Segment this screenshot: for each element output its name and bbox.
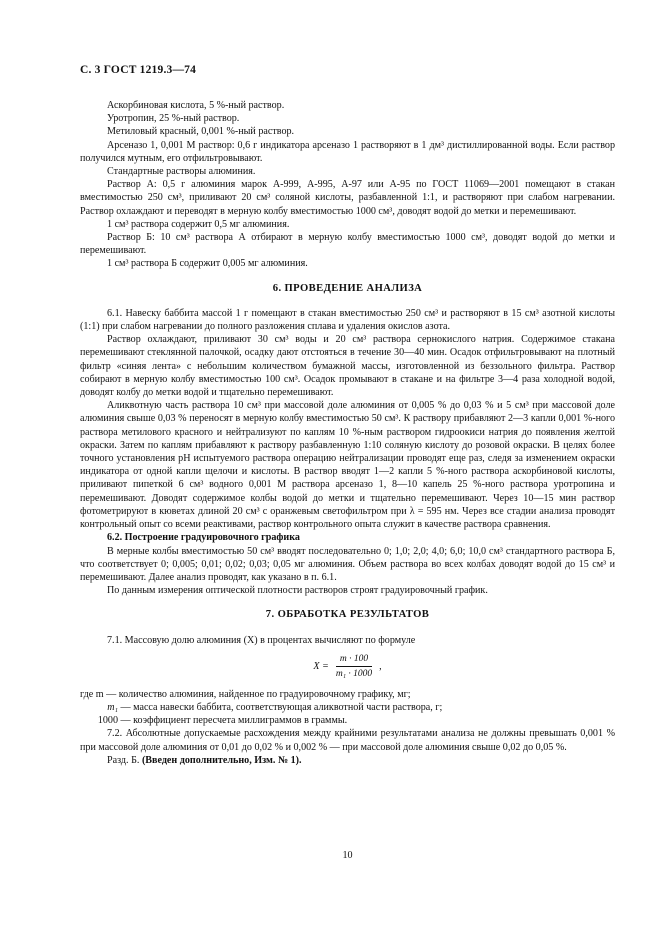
- document-body: [80, 99, 615, 767]
- solution-a: Раствор А: 0,5 г алюминия марок А-999, А-995, А-97 или А-95 по ГОСТ 11069—2001 помещают в стакан вместимостью 250 см³, приливают 20 см³ соляной кислоты, разбавленной 1:1, и растворяют при слабом нагревании. Раствор охлаждают и переводят в мерную колбу вместимостью 1000 см³, доводят водой до метки и перемешивают.: [80, 179, 615, 217]
- where-m-text: — количество алюминия, найденное по градуировочному графику, мг;: [106, 688, 411, 700]
- where-1000: [80, 714, 615, 727]
- razd-label: Разд. Б.: [107, 754, 140, 766]
- standard-solutions-title: Стандартные растворы алюминия.: [107, 166, 256, 178]
- solution-a-content: 1 см³ раствора содержит 0,5 мг алюминия.: [107, 218, 290, 230]
- reagent-ascorbic: Аскорбиновая кислота, 5 %-ный раствор.: [107, 100, 285, 111]
- solution-b: Раствор Б: 10 см³ раствора А отбирают в мерную колбу вместимостью 1000 см³, доводят водой до метки и перемешивают.: [80, 232, 615, 257]
- reagent-methyl-red: Метиловый красный, 0,001 %-ный раствор.: [107, 126, 295, 138]
- reagent-urotropin: Уротропин, 25 %-ный раствор.: [107, 113, 240, 125]
- section-6-title: 6. ПРОВЕДЕНИЕ АНАЛИЗА: [272, 282, 423, 294]
- paragraph-6-2: В мерные колбы вместимостью 50 см³ вводят последовательно 0; 1,0; 2,0; 4,0; 6,0; 10,0 см³ стандартного раствора Б, что соответствует 0; 0,005; 0,01; 0,02; 0,03; 0,05 мг алюминия. Объем раствора во всех колбах доводят водой до 15 см³ и перемешивают. Далее анализ проводят, как указано в п. 6.1.: [80, 545, 615, 583]
- paragraph-6-1-b: Раствор охлаждают, приливают 30 см³ воды и 20 см³ раствора сернокислого натрия. Содержимое стакана перемешивают стеклянной палочкой, осадку дают отстояться в течение 30—40 мин. Осадок отфильтровывают на плотный фильтр «синяя лента» с небольшим количеством бумажной массы, изготовленной из беззольного фильтра. Раствор собирают в мерную колбу вместимостью 100 см³. Осадок промывают в стакане и на фильтре 3—4 раза холодной водой, доводят колбу до метки водой и тщательно перемешивают.: [80, 334, 615, 399]
- razd-amendment: (Введен дополнительно, Изм. № 1).: [141, 754, 302, 766]
- where-m: [80, 688, 615, 701]
- paragraph-6-1: 6.1. Навеску баббита массой 1 г помещают в стакан вместимостью 250 см³ и растворяют в 15 см³ азотной кислоты (1:1) при слабом нагревании до полного разложения сплава и удаления окислов азота.: [80, 307, 615, 333]
- where-m-symbol: где m: [80, 688, 104, 700]
- paragraph-6-1-c: Аликвотную часть раствора 10 см³ при массовой доле алюминия от 0,005 % до 0,03 % и 5 см³ при массовой доле алюминия свыше 0,03 % переносят в мерную колбу вместимостью 50 см³. К раствору прибавляют 2—3 капли 0,001 %-ного раствора метилового красного и нейтрализуют по каплям 10 %-ным раствором гидроокиси натрия до появления желтой окраски. Затем по каплям прибавляют к раствору разбавленную 1:10 соляную кислоту до розовой окраски. В целях более точного установления pH испытуемого раствора операцию нейтрализации проводят еще раз, следя за изменением окраски индикатора от одной капли щелочи и кислоты. В раствор вводят 1—2 капли 5 %-ного раствора аскорбиновой кислоты, приливают пипеткой 6 см³ водного 0,001 М раствора арсеназо 1, 8—10 капель 25 %-ного раствора уротропина и перемешивают. Доводят содержимое колбы водой до метки и тщательно перемешивают. Через 10—15 мин раствор фотометрируют в кюветах длиной 20 см³ с оранжевым светофильтром при λ = 595 нм. Через все стадии анализа проводят контрольный опыт со всеми реактивами, раствор контрольного опыта служит в качестве раствора сравнения.: [80, 400, 615, 531]
- paragraph-7-1: 7.1. Массовую долю алюминия (X) в процентах вычисляют по формуле: [107, 634, 416, 646]
- where-m1: [80, 701, 615, 714]
- reagent-arsenazo: Арсеназо 1, 0,001 М раствор: 0,6 г индикатора арсеназо 1 растворяют в 1 дм³ дистиллированной воды. Если раствор получился мутным, его отфильтровывают.: [80, 139, 615, 164]
- formula: [80, 653, 615, 680]
- where-m1-text: — масса навески баббита, соответствующая аликвотной части раствора, г;: [120, 701, 443, 713]
- formula-numerator: m · 100: [336, 653, 372, 667]
- razd-note: [80, 754, 615, 767]
- where-m1-symbol: m₁: [107, 701, 118, 713]
- paragraph-6-2-b: По данным измерения оптической плотности растворов строят градуировочный график.: [107, 585, 488, 597]
- paragraph-6-2-title: 6.2. Построение градуировочного графика: [107, 532, 300, 544]
- document-page: [80, 0, 615, 936]
- page-number: 10: [342, 850, 353, 861]
- formula-tail: ,: [379, 660, 382, 672]
- formula-fraction: [332, 653, 376, 680]
- formula-lhs: X =: [313, 660, 329, 672]
- running-header: С. 3 ГОСТ 1219.3—74: [80, 64, 197, 76]
- where-1000-symbol: 1000: [97, 715, 118, 727]
- paragraph-7-2: 7.2. Абсолютные допускаемые расхождения между крайними результатами анализа не должны превышать 0,001 % при массовой доле алюминия от 0,01 до 0,02 % и 0,002 % — при массовой доле алюминия свыше 0,02 до 0,05 %.: [80, 728, 615, 753]
- section-7-title: 7. ОБРАБОТКА РЕЗУЛЬТАТОВ: [265, 609, 430, 621]
- formula-denominator: m₁ · 1000: [335, 668, 373, 679]
- solution-b-content: 1 см³ раствора Б содержит 0,005 мг алюминия.: [107, 258, 308, 270]
- where-1000-text: — коэффициент пересчета миллиграммов в граммы.: [120, 715, 348, 727]
